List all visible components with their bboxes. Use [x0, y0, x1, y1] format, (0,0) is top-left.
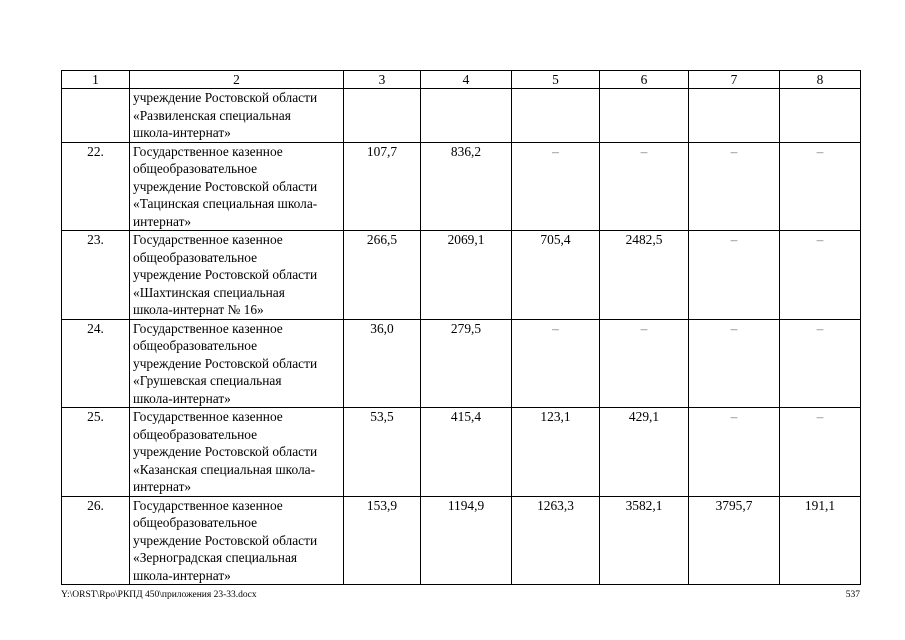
- footer-file-path: Y:\ORST\Rpo\РКПД 450\приложения 23-33.docx: [61, 590, 257, 600]
- row-number-cell: 22.: [62, 142, 130, 231]
- value-cell: –: [600, 142, 689, 231]
- table-header-row: [62, 71, 861, 89]
- value-cell: 2069,1: [421, 231, 512, 320]
- institution-name-cell: Государственное казенное общеобразовательное учреждение Ростовской области «Шахтинская специальная школа-интернат № 16»: [130, 231, 344, 320]
- value-cell: [512, 89, 600, 143]
- header-cell: 4: [421, 71, 512, 89]
- value-cell: [421, 89, 512, 143]
- value-cell: –: [780, 231, 861, 320]
- value-cell: 429,1: [600, 408, 689, 497]
- row-number-cell: 26.: [62, 496, 130, 585]
- value-cell: 36,0: [344, 319, 421, 408]
- institution-name-cell: учреждение Ростовской области «Развиленская специальная школа-интернат»: [130, 89, 344, 143]
- budget-table: [61, 70, 861, 585]
- value-cell: 1263,3: [512, 496, 600, 585]
- value-cell: 836,2: [421, 142, 512, 231]
- table-row: [62, 408, 861, 497]
- header-cell: 6: [600, 71, 689, 89]
- value-cell: –: [600, 319, 689, 408]
- value-cell: 279,5: [421, 319, 512, 408]
- header-cell: 7: [689, 71, 780, 89]
- row-number-cell: [62, 89, 130, 143]
- value-cell: [344, 89, 421, 143]
- value-cell: 53,5: [344, 408, 421, 497]
- value-cell: –: [780, 142, 861, 231]
- value-cell: 705,4: [512, 231, 600, 320]
- institution-name-cell: Государственное казенное общеобразовательное учреждение Ростовской области «Казанская специальная школа- интернат»: [130, 408, 344, 497]
- value-cell: 415,4: [421, 408, 512, 497]
- header-cell: 8: [780, 71, 861, 89]
- header-cell: 1: [62, 71, 130, 89]
- row-number-cell: 24.: [62, 319, 130, 408]
- institution-name-cell: Государственное казенное общеобразовательное учреждение Ростовской области «Тацинская специальная школа- интернат»: [130, 142, 344, 231]
- value-cell: 123,1: [512, 408, 600, 497]
- value-cell: –: [512, 142, 600, 231]
- value-cell: –: [780, 319, 861, 408]
- value-cell: 1194,9: [421, 496, 512, 585]
- institution-name-cell: Государственное казенное общеобразовательное учреждение Ростовской области «Зерноградская специальная школа-интернат»: [130, 496, 344, 585]
- value-cell: 3795,7: [689, 496, 780, 585]
- value-cell: –: [689, 408, 780, 497]
- header-cell: 2: [130, 71, 344, 89]
- row-number-cell: 25.: [62, 408, 130, 497]
- value-cell: [600, 89, 689, 143]
- value-cell: 2482,5: [600, 231, 689, 320]
- table-body: [62, 71, 861, 585]
- table-row: [62, 319, 861, 408]
- value-cell: –: [689, 231, 780, 320]
- footer-page-number: 537: [845, 590, 860, 600]
- table-row: [62, 496, 861, 585]
- table-row: [62, 231, 861, 320]
- table-row: [62, 89, 861, 143]
- value-cell: –: [780, 408, 861, 497]
- value-cell: –: [689, 142, 780, 231]
- value-cell: [689, 89, 780, 143]
- value-cell: [780, 89, 861, 143]
- value-cell: –: [512, 319, 600, 408]
- value-cell: 191,1: [780, 496, 861, 585]
- header-cell: 5: [512, 71, 600, 89]
- value-cell: 266,5: [344, 231, 421, 320]
- row-number-cell: 23.: [62, 231, 130, 320]
- header-cell: 3: [344, 71, 421, 89]
- value-cell: 3582,1: [600, 496, 689, 585]
- institution-name-cell: Государственное казенное общеобразовательное учреждение Ростовской области «Грушевская специальная школа-интернат»: [130, 319, 344, 408]
- value-cell: –: [689, 319, 780, 408]
- value-cell: 153,9: [344, 496, 421, 585]
- value-cell: 107,7: [344, 142, 421, 231]
- table-row: [62, 142, 861, 231]
